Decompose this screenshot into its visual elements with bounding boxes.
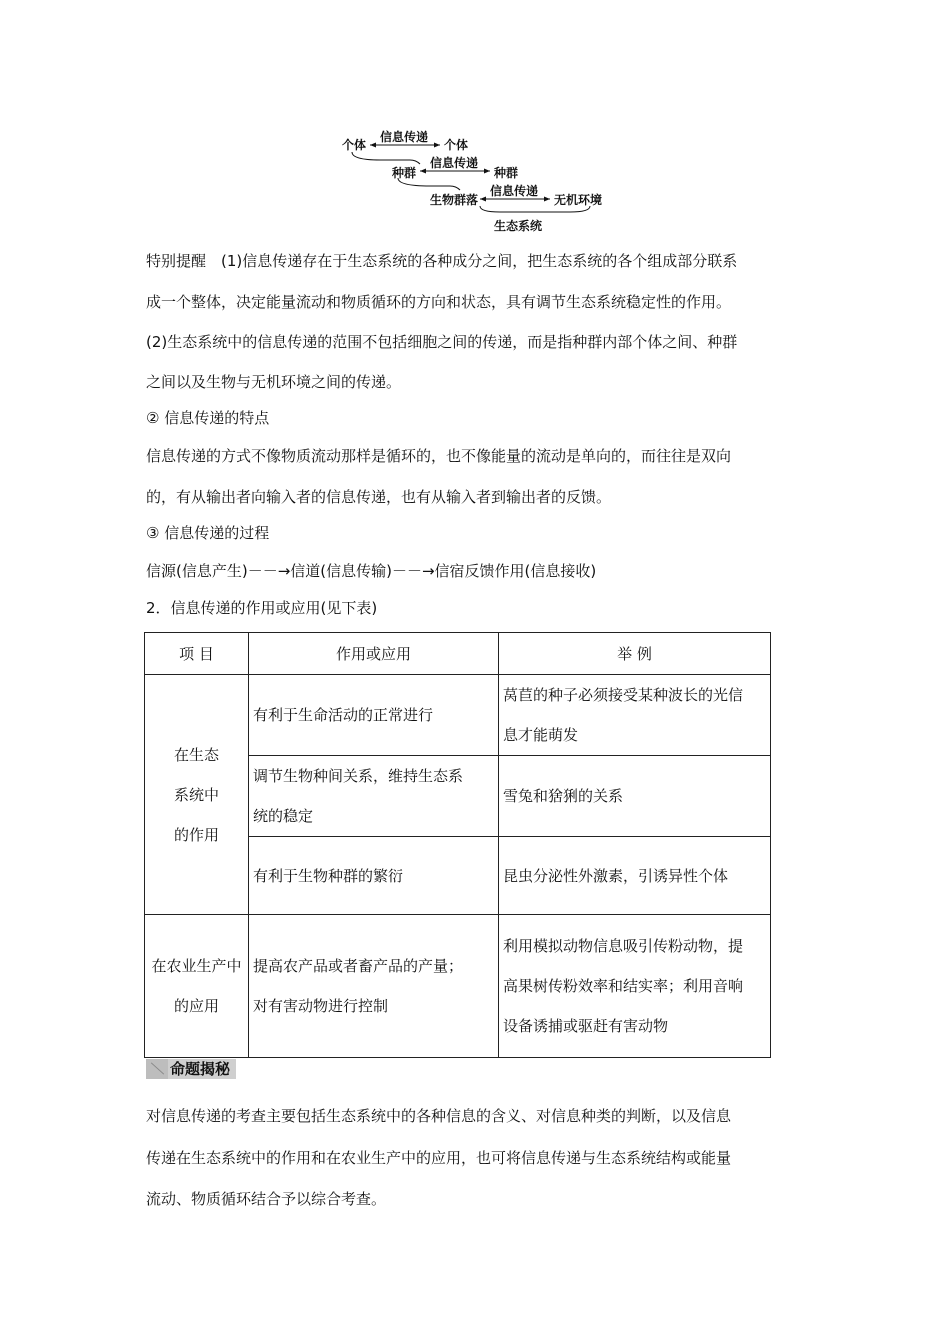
header-item: 项 目 [145, 633, 249, 675]
diagram-community: 生物群落 [430, 193, 479, 207]
heading-function-table: 2．信息传递的作用或应用(见下表) [146, 599, 378, 617]
diagram-population-left: 种群 [392, 166, 417, 180]
arrowhead [480, 197, 486, 202]
diagram-environment: 无机环境 [554, 193, 603, 207]
group-ecosystem-label: 在生态 系统中 的作用 [145, 675, 249, 915]
process-line: 信源(信息产生)－－→信道(信息传输)－－→信宿反馈作用(信息接收) [146, 562, 597, 580]
diagram-arrows [340, 128, 620, 238]
function-table [144, 632, 771, 1058]
characteristics-paragraph-a: 信息传递的方式不像物质流动那样是循环的，也不像能量的流动是单向的，而往往是双向 [146, 447, 732, 465]
heading-process: ③ 信息传递的过程 [146, 524, 270, 542]
diagram-arrow-label-3: 信息传递 [490, 184, 539, 198]
note-paragraph-1b: 成一个整体，决定能量流动和物质循环的方向和状态，具有调节生态系统稳定性的作用。 [146, 293, 732, 311]
arrowhead [434, 143, 440, 148]
arrowhead [420, 169, 426, 174]
info-transfer-diagram [340, 128, 620, 238]
section-tag [146, 1058, 236, 1080]
section-title: 命题揭秘 [168, 1059, 236, 1079]
diagram-population-right: 种群 [494, 166, 519, 180]
diagram-individual-left: 个体 [342, 138, 367, 152]
example-cell: 雪兔和猞猁的关系 [499, 756, 771, 837]
diagram-ecosystem: 生态系统 [494, 219, 543, 233]
table-row [145, 675, 771, 756]
diagram-arrow-label-1: 信息传递 [380, 130, 429, 144]
diagram-arrow-label-2: 信息传递 [430, 156, 479, 170]
header-example: 举 例 [499, 633, 771, 675]
note-paragraph-2a: (2)生态系统中的信息传递的范围不包括细胞之间的传递，而是指种群内部个体之间、种群 [146, 333, 738, 351]
arrowhead [370, 143, 376, 148]
brace-1 [352, 152, 420, 164]
section-marker-icon [146, 1059, 168, 1079]
arrowhead [484, 169, 490, 174]
example-cell: 莴苣的种子必须接受某种波长的光信 息才能萌发 [499, 675, 771, 756]
use-cell: 有利于生命活动的正常进行 [249, 675, 499, 756]
arrowhead [544, 197, 550, 202]
note-paragraph-2b: 之间以及生物与无机环境之间的传递。 [146, 373, 402, 391]
note-paragraph-1a: 特别提醒 (1)信息传递存在于生态系统的各种成分之间，把生态系统的各个组成部分联系 [146, 252, 738, 270]
characteristics-paragraph-b: 的，有从输出者向输入者的信息传递，也有从输入者到输出者的反馈。 [146, 488, 612, 506]
use-cell: 调节生物种间关系，维持生态系 统的稳定 [249, 756, 499, 837]
summary-line-3: 流动、物质循环结合予以综合考查。 [146, 1190, 387, 1208]
use-cell: 有利于生物种群的繁衍 [249, 837, 499, 915]
heading-characteristics: ② 信息传递的特点 [146, 409, 270, 427]
group-agriculture-label: 在农业生产中 的应用 [145, 915, 249, 1058]
example-cell: 昆虫分泌性外激素，引诱异性个体 [499, 837, 771, 915]
diagram-individual-right: 个体 [444, 138, 469, 152]
header-use: 作用或应用 [249, 633, 499, 675]
table-header-row [145, 633, 771, 675]
use-cell: 提高农产品或者畜产品的产量； 对有害动物进行控制 [249, 915, 499, 1058]
summary-line-2: 传递在生态系统中的作用和在农业生产中的应用，也可将信息传递与生态系统结构或能量 [146, 1149, 732, 1167]
summary-line-1: 对信息传递的考查主要包括生态系统中的各种信息的含义、对信息种类的判断，以及信息 [146, 1107, 732, 1125]
example-cell: 利用模拟动物信息吸引传粉动物，提 高果树传粉效率和结实率；利用音响 设备诱捕或驱赶有害动物 [499, 915, 771, 1058]
table-row [145, 915, 771, 1058]
